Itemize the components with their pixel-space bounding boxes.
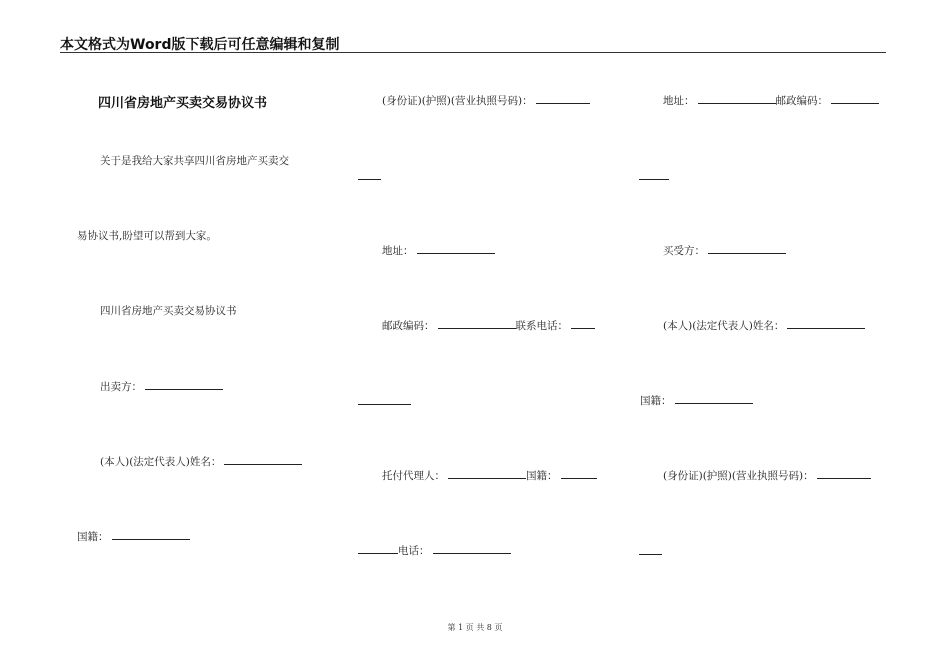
seller-postcode-row: [382, 318, 595, 333]
seller-id-blank-continued: [358, 179, 381, 180]
repeat-title: 四川省房地产买卖交易协议书: [100, 305, 237, 317]
seller-id-blank: [536, 93, 590, 104]
agent-address-blank: [698, 93, 776, 104]
seller-label: 出卖方：: [100, 381, 142, 393]
agent-postcode-blank-continued: [639, 179, 669, 180]
seller-nationality-blank: [112, 529, 190, 540]
buyer-row: [663, 243, 786, 258]
seller-name-label: (本人)(法定代表人)姓名：: [100, 456, 222, 468]
agent-postcode-blank: [831, 93, 879, 104]
buyer-nationality-blank: [675, 393, 753, 404]
seller-phone-blank-continued: [358, 404, 411, 405]
agent-tel-blank: [433, 543, 511, 554]
buyer-id-label: (身份证)(护照)(营业执照号码)：: [663, 470, 814, 482]
intro-line-2: 易协议书,盼望可以帮到大家。: [77, 230, 217, 242]
seller-row: [100, 379, 223, 394]
buyer-nationality-row: [640, 393, 753, 408]
seller-phone-label: 联系电话：: [515, 320, 568, 332]
agent-address-row: [663, 93, 879, 108]
buyer-blank: [708, 243, 786, 254]
agent-nationality-blank: [561, 468, 597, 479]
buyer-name-row: [663, 318, 865, 333]
seller-name-blank: [224, 454, 302, 465]
buyer-id-row: [663, 468, 871, 483]
buyer-name-blank: [787, 318, 865, 329]
buyer-id-blank: [817, 468, 871, 479]
agent-row: [382, 468, 597, 483]
document-title: 四川省房地产买卖交易协议书: [98, 96, 268, 111]
agent-tel-label: 电话：: [398, 545, 430, 557]
buyer-nationality-label: 国籍：: [640, 395, 672, 407]
agent-address-label: 地址：: [663, 95, 695, 107]
seller-address-blank: [417, 243, 495, 254]
agent-tel-row: [358, 543, 511, 558]
buyer-label: 买受方：: [663, 245, 705, 257]
buyer-name-label: (本人)(法定代表人)姓名：: [663, 320, 785, 332]
seller-address-row: [382, 243, 495, 258]
document-header-title: 本文格式为Word版下载后可任意编辑和复制: [60, 37, 340, 53]
seller-id-label: (身份证)(护照)(营业执照号码)：: [382, 95, 533, 107]
seller-postcode-blank: [438, 318, 516, 329]
seller-name-row: [100, 454, 302, 469]
agent-nationality-label: 国籍：: [526, 470, 558, 482]
seller-phone-blank: [571, 318, 595, 329]
page-number: 第 1 页 共 8 页: [447, 623, 503, 632]
header-divider: [60, 52, 886, 53]
agent-blank: [448, 468, 526, 479]
agent-nationality-blank-continued: [358, 543, 398, 554]
seller-nationality-label: 国籍：: [77, 531, 109, 543]
seller-id-row: [382, 93, 590, 108]
agent-label: 托付代理人：: [382, 470, 445, 482]
seller-blank: [145, 379, 223, 390]
seller-postcode-label: 邮政编码：: [382, 320, 435, 332]
seller-address-label: 地址：: [382, 245, 414, 257]
agent-postcode-label: 邮政编码：: [775, 95, 828, 107]
seller-nationality-row: [77, 529, 190, 544]
buyer-id-blank-continued: [639, 554, 662, 555]
intro-line-1: 关于是我给大家共享四川省房地产买卖交: [100, 155, 289, 167]
